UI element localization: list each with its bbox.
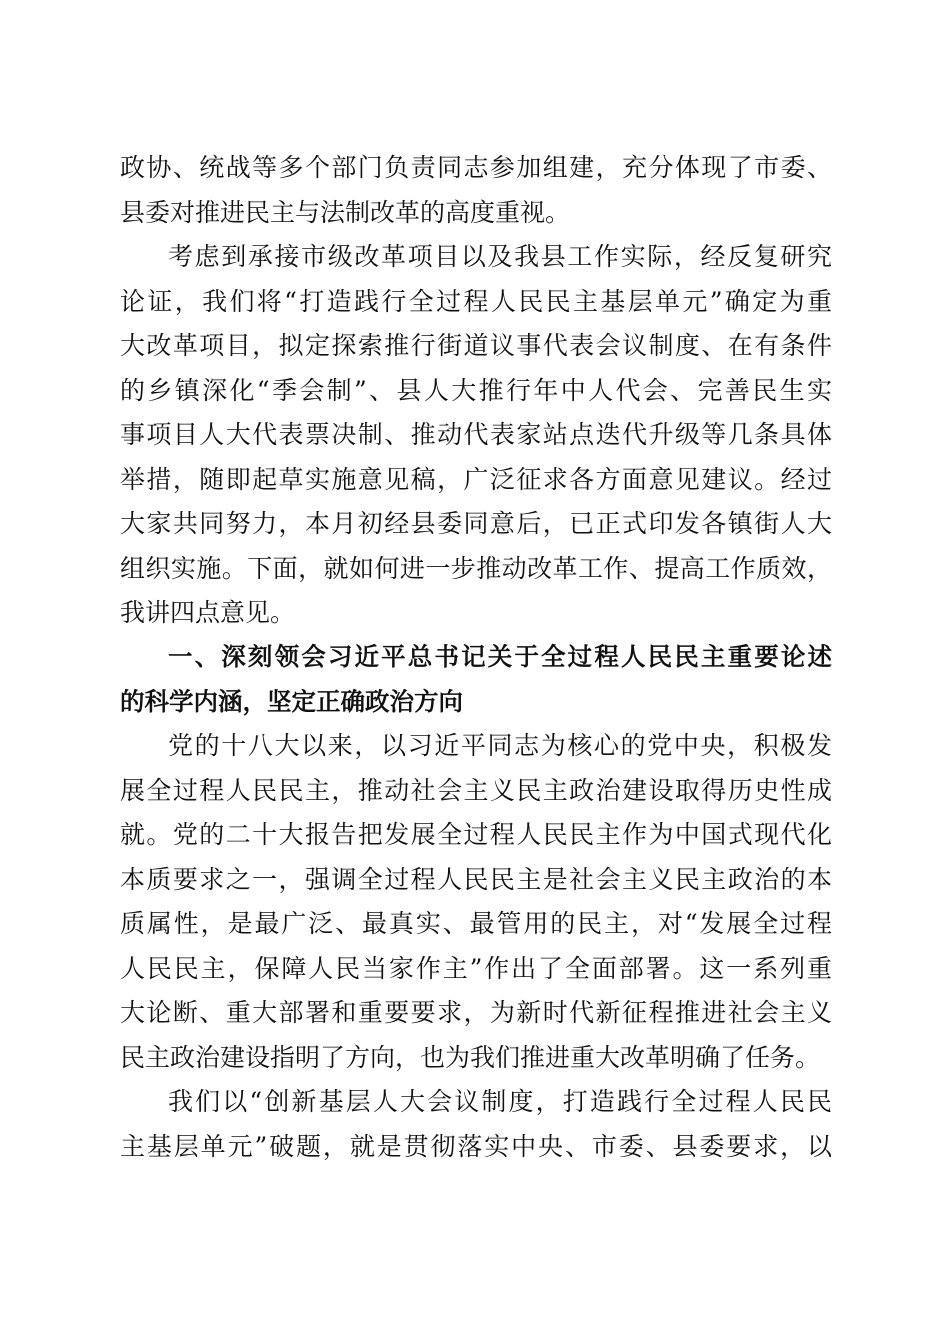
text-line: 组织实施。下面，就如何进一步推动改革工作、提高工作质效， — [120, 554, 832, 583]
text-line: 县委对推进民主与法制改革的高度重视。 — [120, 198, 571, 227]
section-heading: 一、深刻领会习近平总书记关于全过程人民民主重要论述 — [168, 642, 832, 671]
text-line: 举措，随即起草实施意见稿，广泛征求各方面意见建议。经过 — [120, 465, 832, 494]
text-line: 考虑到承接市级改革项目以及我县工作实际，经反复研究 — [168, 242, 832, 271]
text-line: 本质要求之一，强调全过程人民民主是社会主义民主政治的本 — [120, 865, 832, 894]
text-line: 质属性，是最广泛、最真实、最管用的民主，对“发展全过程 — [120, 909, 832, 938]
text-line: 就。党的二十大报告把发展全过程人民民主作为中国式现代化 — [120, 820, 832, 849]
text-line: 大论断、重大部署和重要要求，为新时代新征程推进社会主义 — [120, 998, 832, 1027]
text-line: 我讲四点意见。 — [120, 598, 296, 627]
text-line: 论证，我们将“打造践行全过程人民民主基层单元”确定为重 — [120, 287, 832, 316]
section-heading: 的科学内涵，坚定正确政治方向 — [120, 687, 463, 716]
text-line: 党的十八大以来，以习近平同志为核心的党中央，积极发 — [168, 731, 832, 760]
text-line: 的乡镇深化“季会制”、县人大推行年中人代会、完善民生实 — [120, 376, 832, 405]
text-line: 民主政治建设指明了方向，也为我们推进重大改革明确了任务。 — [120, 1043, 821, 1072]
text-line: 展全过程人民民主，推动社会主义民主政治建设取得历史性成 — [120, 776, 832, 805]
text-line: 事项目人大代表票决制、推动代表家站点迭代升级等几条具体 — [120, 420, 832, 449]
text-line: 人民民主，保障人民当家作主”作出了全面部署。这一系列重 — [120, 954, 832, 983]
text-line: 政协、统战等多个部门负责同志参加组建，充分体现了市委、 — [120, 153, 832, 182]
text-line: 大家共同努力，本月初经县委同意后，已正式印发各镇街人大 — [120, 509, 832, 538]
text-line: 主基层单元”破题，就是贯彻落实中央、市委、县委要求，以 — [120, 1132, 832, 1161]
text-line: 大改革项目，拟定探索推行街道议事代表会议制度、在有条件 — [120, 331, 832, 360]
text-line: 我们以“创新基层人大会议制度，打造践行全过程人民民 — [168, 1087, 832, 1116]
